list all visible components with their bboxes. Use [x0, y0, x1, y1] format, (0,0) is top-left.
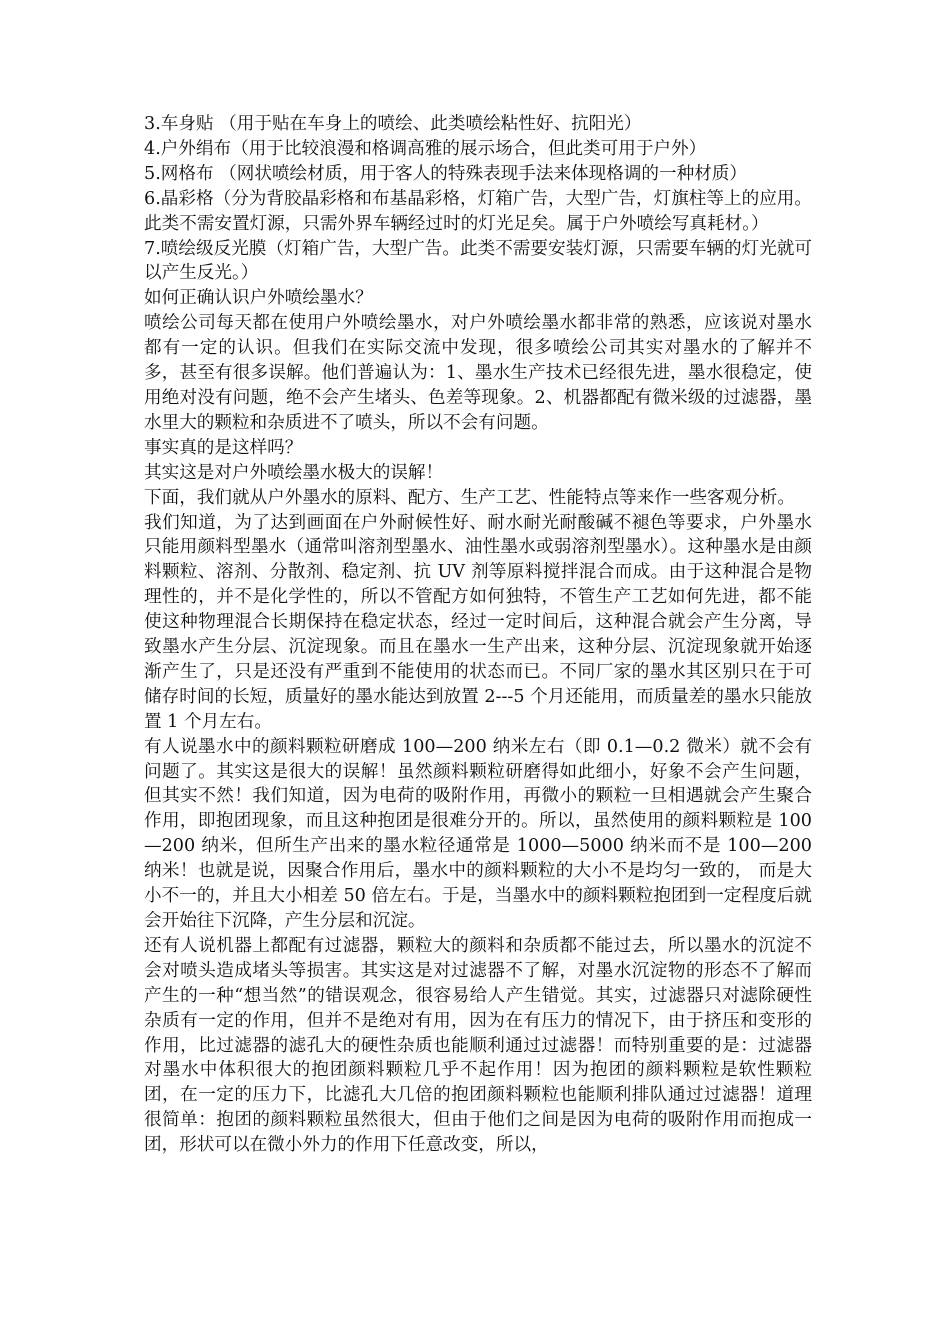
paragraph-analysis-intro: 下面，我们就从户外墨水的原料、配方、生产工艺、性能特点等来作一些客观分析。: [144, 487, 795, 508]
paragraph-vehicle-sticker: 3.车身贴 （用于贴在车身上的喷绘、此类喷绘粘性好、抗阳光）: [144, 114, 642, 134]
paragraph-reflective-film: 7.喷绘级反光膜（灯箱广告，大型广告。此类不需要安装灯源，只需要车辆的灯光就可以产生反光。）: [144, 238, 812, 284]
paragraph-crystal-grid: 6.晶彩格（分为背胶晶彩格和布基晶彩格，灯箱广告，大型广告，灯旗柱等上的应用。此类不需安置灯源，只需外界车辆经过时的灯光足矣。属于户外喷绘写真耗材。）: [144, 188, 812, 234]
paragraph-outdoor-silk: 4.户外绢布（用于比较浪漫和格调高雅的展示场合，但此类可用于户外）: [144, 138, 707, 159]
paragraph-common-beliefs: 喷绘公司每天都在使用户外喷绘墨水，对户外喷绘墨水都非常的熟悉，应该说对墨水都有一定的认识。但我们在实际交流中发现，很多喷绘公司其实对墨水的了解并不多，甚至有很多误解。他们普遍认为：1、墨水生产技术已经很先进，墨水很稳定，使用绝对没有问题，绝不会产生堵头、色差等现象。2、机器都配有微米级的过滤器，墨水里大的颗粒和杂质进不了喷头，所以不会有问题。: [144, 313, 812, 433]
paragraph-pigment-ink: 我们知道，为了达到画面在户外耐候性好、耐水耐光耐酸碱不褪色等要求，户外墨水只能用颜料型墨水（通常叫溶剂型墨水、油性墨水或弱溶剂型墨水）。这种墨水是由颜料颗粒、溶剂、分散剂、稳定剂、抗 UV 剂等原料搅拌混合而成。由于这种混合是物理性的，并不是化学性的，所以不管配方如何独特，不管生产工艺如何先进，都不能使这种物理混合长期保持在稳定状态，经过一定时间后，这种混合就会产生分离，导致墨水产生分层、沉淀现象。而且在墨水一生产出来，这种分层、沉淀现象就开始逐渐产生了，只是还没有严重到不能使用的状态而已。不同厂家的墨水其区别只在于可储存时间的长短，质量好的墨水能达到放置 2---5 个月还能用，而质量差的墨水只能放置 1 个月左右。: [144, 512, 812, 732]
paragraph-particle-size: 有人说墨水中的颜料颗粒研磨成 100—200 纳米左右（即 0.1—0.2 微米）就不会有问题了。其实这是很大的误解！虽然颜料颗粒研磨得如此细小，好象不会产生问题，但其实不然！我们知道，因为电荷的吸附作用，再微小的颗粒一旦相遇就会产生聚合作用，即抱团现象，而且这种抱团是很难分开的。所以，虽然使用的颜料颗粒是 100—200 纳米，但所生产出来的墨水粒径通常是 1000—5000 纳米而不是 100—200 纳米！也就是说，因聚合作用后，墨水中的颜料颗粒的大小不是均匀一致的， 而是大小不一的，并且大小相差 50 倍左右。于是，当墨水中的颜料颗粒抱团到一定程度后就会开始往下沉降，产生分层和沉淀。: [144, 736, 812, 931]
document-page: [144, 112, 812, 1158]
paragraph-mesh-cloth: 5.网格布 （网状喷绘材质，用于客人的特殊表现手法来体现格调的一种材质）: [144, 163, 747, 184]
section-heading: 如何正确认识户外喷绘墨水？: [144, 288, 373, 309]
paragraph-question: 事实真的是这样吗？: [144, 437, 303, 458]
paragraph-misunderstanding: 其实这是对户外喷绘墨水极大的误解！: [144, 462, 444, 483]
paragraph-filter: 还有人说机器上都配有过滤器，颗粒大的颜料和杂质都不能过去，所以墨水的沉淀不会对喷头造成堵头等损害。其实这是对过滤器不了解，对墨水沉淀物的形态不了解而产生的一种“想当然”的错误观念，很容易给人产生错觉。其实，过滤器只对滤除硬性杂质有一定的作用，但并不是绝对有用，因为在有压力的情况下，由于挤压和变形的作用，比过滤器的滤孔大的硬性杂质也能顺利通过过滤器！而特别重要的是：过滤器对墨水中体积很大的抱团颜料颗粒几乎不起作用！因为抱团的颜料颗粒是软性颗粒团，在一定的压力下，比滤孔大几倍的抱团颜料颗粒也能顺利排队通过过滤器！道理很简单：抱团的颜料颗粒虽然很大，但由于他们之间是因为电荷的吸附作用而抱成一团，形状可以在微小外力的作用下任意改变，所以，: [144, 935, 812, 1156]
